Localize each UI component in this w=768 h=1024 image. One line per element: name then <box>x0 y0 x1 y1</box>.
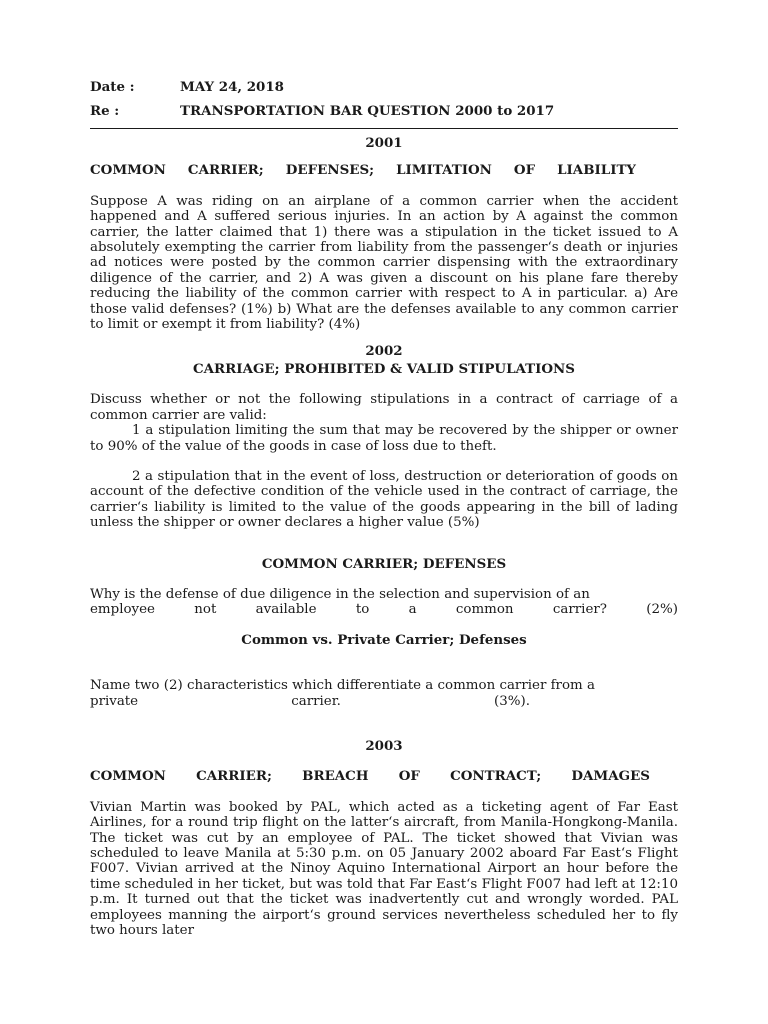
text-word: common <box>455 602 514 618</box>
question-due-diligence-line2 <box>90 602 678 617</box>
text-word: carrier? <box>552 602 607 618</box>
heading-word: COMMON <box>90 768 166 785</box>
text-word: to <box>355 602 370 618</box>
stipulation-1: 1 a stipulation limiting the sum that may be recovered by the shipper or owner to 90% of the value of the goods in case of loss due to theft. <box>90 423 678 454</box>
heading-word: COMMON <box>90 162 166 179</box>
re-label: Re : <box>90 103 120 120</box>
date-value: MAY 24, 2018 <box>180 79 284 96</box>
heading-word: LIMITATION <box>396 162 492 179</box>
re-value: TRANSPORTATION BAR QUESTION 2000 to 2017 <box>180 103 555 120</box>
heading-common-vs-private: Common vs. Private Carrier; Defenses <box>241 631 527 648</box>
heading-2001 <box>90 163 636 178</box>
text-word: a <box>408 602 417 618</box>
heading-word: DAMAGES <box>571 768 650 785</box>
text-word: (3%). <box>494 693 530 709</box>
stipulation-2: 2 a stipulation that in the event of loss, destruction or deterioration of goods on account of the defective condition of the vehicle used in the contract of carriage, the carrier‘s liability is limited to the value of the goods appearing in the bill of lading unless the shipper or owner declares a higher value (5%) <box>90 468 678 531</box>
heading-2002: CARRIAGE; PROHIBITED & VALID STIPULATIONS <box>193 360 575 377</box>
year-2003: 2003 <box>365 737 403 754</box>
text-word: carrier. <box>291 693 341 709</box>
text-word: (2%) <box>646 602 678 618</box>
text-word: private <box>90 693 139 709</box>
heading-word: CARRIER; <box>196 768 272 785</box>
heading-word: OF <box>398 768 420 785</box>
question-characteristics-line2 <box>90 694 530 709</box>
re-row <box>90 100 678 124</box>
heading-word: OF <box>513 162 536 179</box>
year-2001: 2001 <box>365 135 403 151</box>
question-2001: Suppose A was riding on an airplane of a common carrier when the accident happened and A suffered serious injuries. In an action by A against the common carrier, the latter claimed that 1) there was a stipulation in the ticket issued to A absolutely exempting the carrier from liability from the passenger‘s death or injuries ad notices were posted by the common carrier dispensing with the extraordinary diligence of the carrier, and 2) A was given a discount on his plane fare thereby reducing the liability of the common carrier with respect to A in particular. a) Are those valid defenses? (1%) b) What are the defenses available to any common carrier to limit or exempt it from liability? (4%) <box>90 193 678 333</box>
date-row <box>90 76 678 100</box>
question-2002-intro: Discuss whether or not the following stipulations in a contract of carriage of a common carrier are valid: <box>90 392 678 423</box>
heading-word: CONTRACT; <box>450 768 542 785</box>
question-characteristics-line1: Name two (2) characteristics which differentiate a common carrier from a <box>90 678 595 694</box>
header-divider <box>90 128 678 129</box>
heading-word: LIABILITY <box>557 162 636 179</box>
heading-word: BREACH <box>302 768 369 785</box>
text-word: available <box>255 602 317 618</box>
question-due-diligence-line1: Why is the defense of due diligence in the selection and supervision of an <box>90 586 590 602</box>
document-page <box>90 76 678 938</box>
text-word: not <box>194 602 217 618</box>
text-word: employee <box>90 602 155 618</box>
heading-word: DEFENSES; <box>285 162 375 179</box>
heading-word: CARRIER; <box>187 162 264 179</box>
question-2003: Vivian Martin was booked by PAL, which acted as a ticketing agent of Far East Airlines, for a round trip flight on the latter‘s aircraft, from Manila-Hongkong-Manila. The ticket was cut by an employee of PAL. The ticket showed that Vivian was scheduled to leave Manila at 5:30 p.m. on 05 January 2002 aboard Far East‘s Flight F007. Vivian arrived at the Ninoy Aquino International Airport an hour before the time scheduled in her ticket, but was told that Far East‘s Flight F007 had left at 12:10 p.m. It turned out that the ticket was inadvertently cut and wrongly worded. PAL employees manning the airport‘s ground services nevertheless scheduled her to fly two hours later <box>90 799 678 939</box>
year-2002: 2002 <box>365 343 403 360</box>
heading-defenses: COMMON CARRIER; DEFENSES <box>261 555 507 572</box>
heading-2003 <box>90 769 650 784</box>
date-label: Date : <box>90 79 135 96</box>
